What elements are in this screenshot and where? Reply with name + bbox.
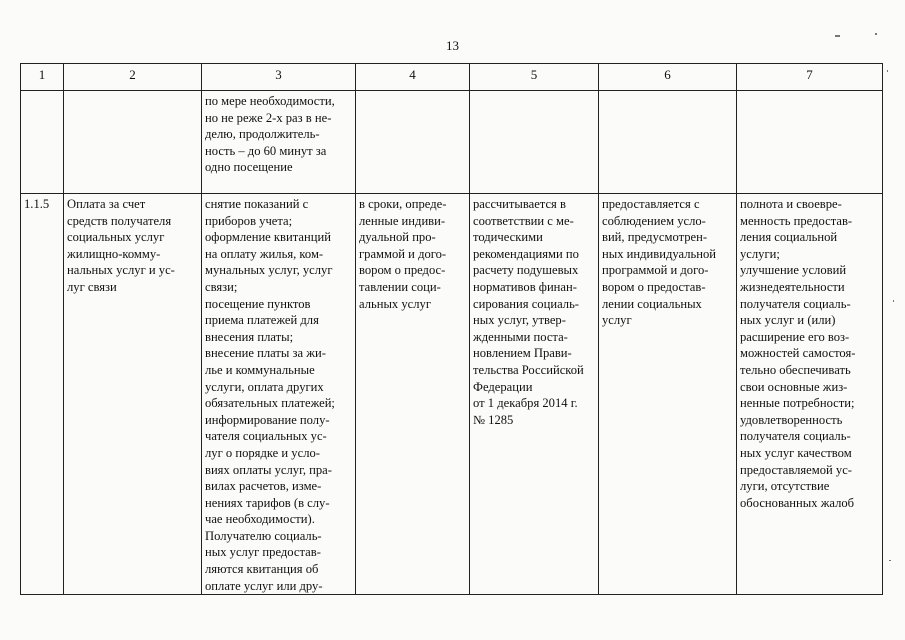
header-cell-3: 3	[202, 64, 356, 91]
header-cell-2: 2	[64, 64, 202, 91]
header-cell-4: 4	[356, 64, 470, 91]
continuation-cell-4	[356, 91, 470, 194]
service-name: Оплата за счет средств получателя социальных услуг жилищно-комму- нальных услуг и ус- луг связи	[64, 194, 202, 595]
continuation-row	[21, 91, 883, 194]
continuation-cell-6	[599, 91, 737, 194]
continuation-cell-1	[21, 91, 64, 194]
services-table	[20, 63, 883, 595]
scan-mark	[887, 70, 888, 72]
service-conditions: предоставляется с соблюдением усло- вий, предусмотрен- ных индивидуальной программой и дого- вором о предостав- лении социальных услуг	[599, 194, 737, 595]
scan-mark	[875, 33, 877, 35]
continuation-cell-5	[470, 91, 599, 194]
continuation-description: по мере необходимости, но не реже 2-х раз в не- делю, продолжитель- ность – до 60 минут за одно посещение	[202, 91, 356, 194]
scan-mark	[893, 300, 894, 302]
continuation-cell-2	[64, 91, 202, 194]
service-timing: в сроки, опреде- ленные индиви- дуальной про- граммой и дого- вором о предос- тавлении соци- альных услуг	[356, 194, 470, 595]
service-quality: полнота и своевре- менность предостав- ления социальной услуги; улучшение условий жизнедеятельности получателя социаль- ных услуг и (или) расширение его воз- можностей самостоя- тельно обеспечивать свои основные жиз- ненные потребности; удовлетворенность получателя социаль- ных услуг качеством предоставляемой ус- луги, отсутствие обоснованных жалоб	[737, 194, 883, 595]
service-cost: рассчитывается в соответствии с ме- тодическими рекомендациями по расчету подушевых нормативов финан- сирования социаль- ных услуг, утвер- жденными поста- новлением Прави- тельства Российской Федерации от 1 декабря 2014 г. № 1285	[470, 194, 599, 595]
scan-mark	[889, 560, 891, 561]
page-number: 13	[446, 38, 459, 53]
scan-mark	[835, 35, 840, 37]
table-header-row	[21, 64, 883, 91]
service-number: 1.1.5	[21, 194, 64, 595]
header-cell-5: 5	[470, 64, 599, 91]
header-cell-1: 1	[21, 64, 64, 91]
service-description: снятие показаний с приборов учета; оформление квитанций на оплату жилья, ком- мунальных услуг, услуг связи; посещение пунктов приема платежей для внесения платы; внесение платы за жи- лье и коммунальные услуги, оплата других обязательных платежей; информирование полу- чателя социальных ус- луг о порядке и усло- виях оплаты услуг, пра- вилах расчетов, изме- нениях тарифов (в слу- чае необходимости). Получателю социаль- ных услуг предостав- ляются квитанция об оплате услуг или дру-	[202, 194, 356, 595]
table-row	[21, 194, 883, 595]
header-cell-6: 6	[599, 64, 737, 91]
header-cell-7: 7	[737, 64, 883, 91]
continuation-cell-7	[737, 91, 883, 194]
